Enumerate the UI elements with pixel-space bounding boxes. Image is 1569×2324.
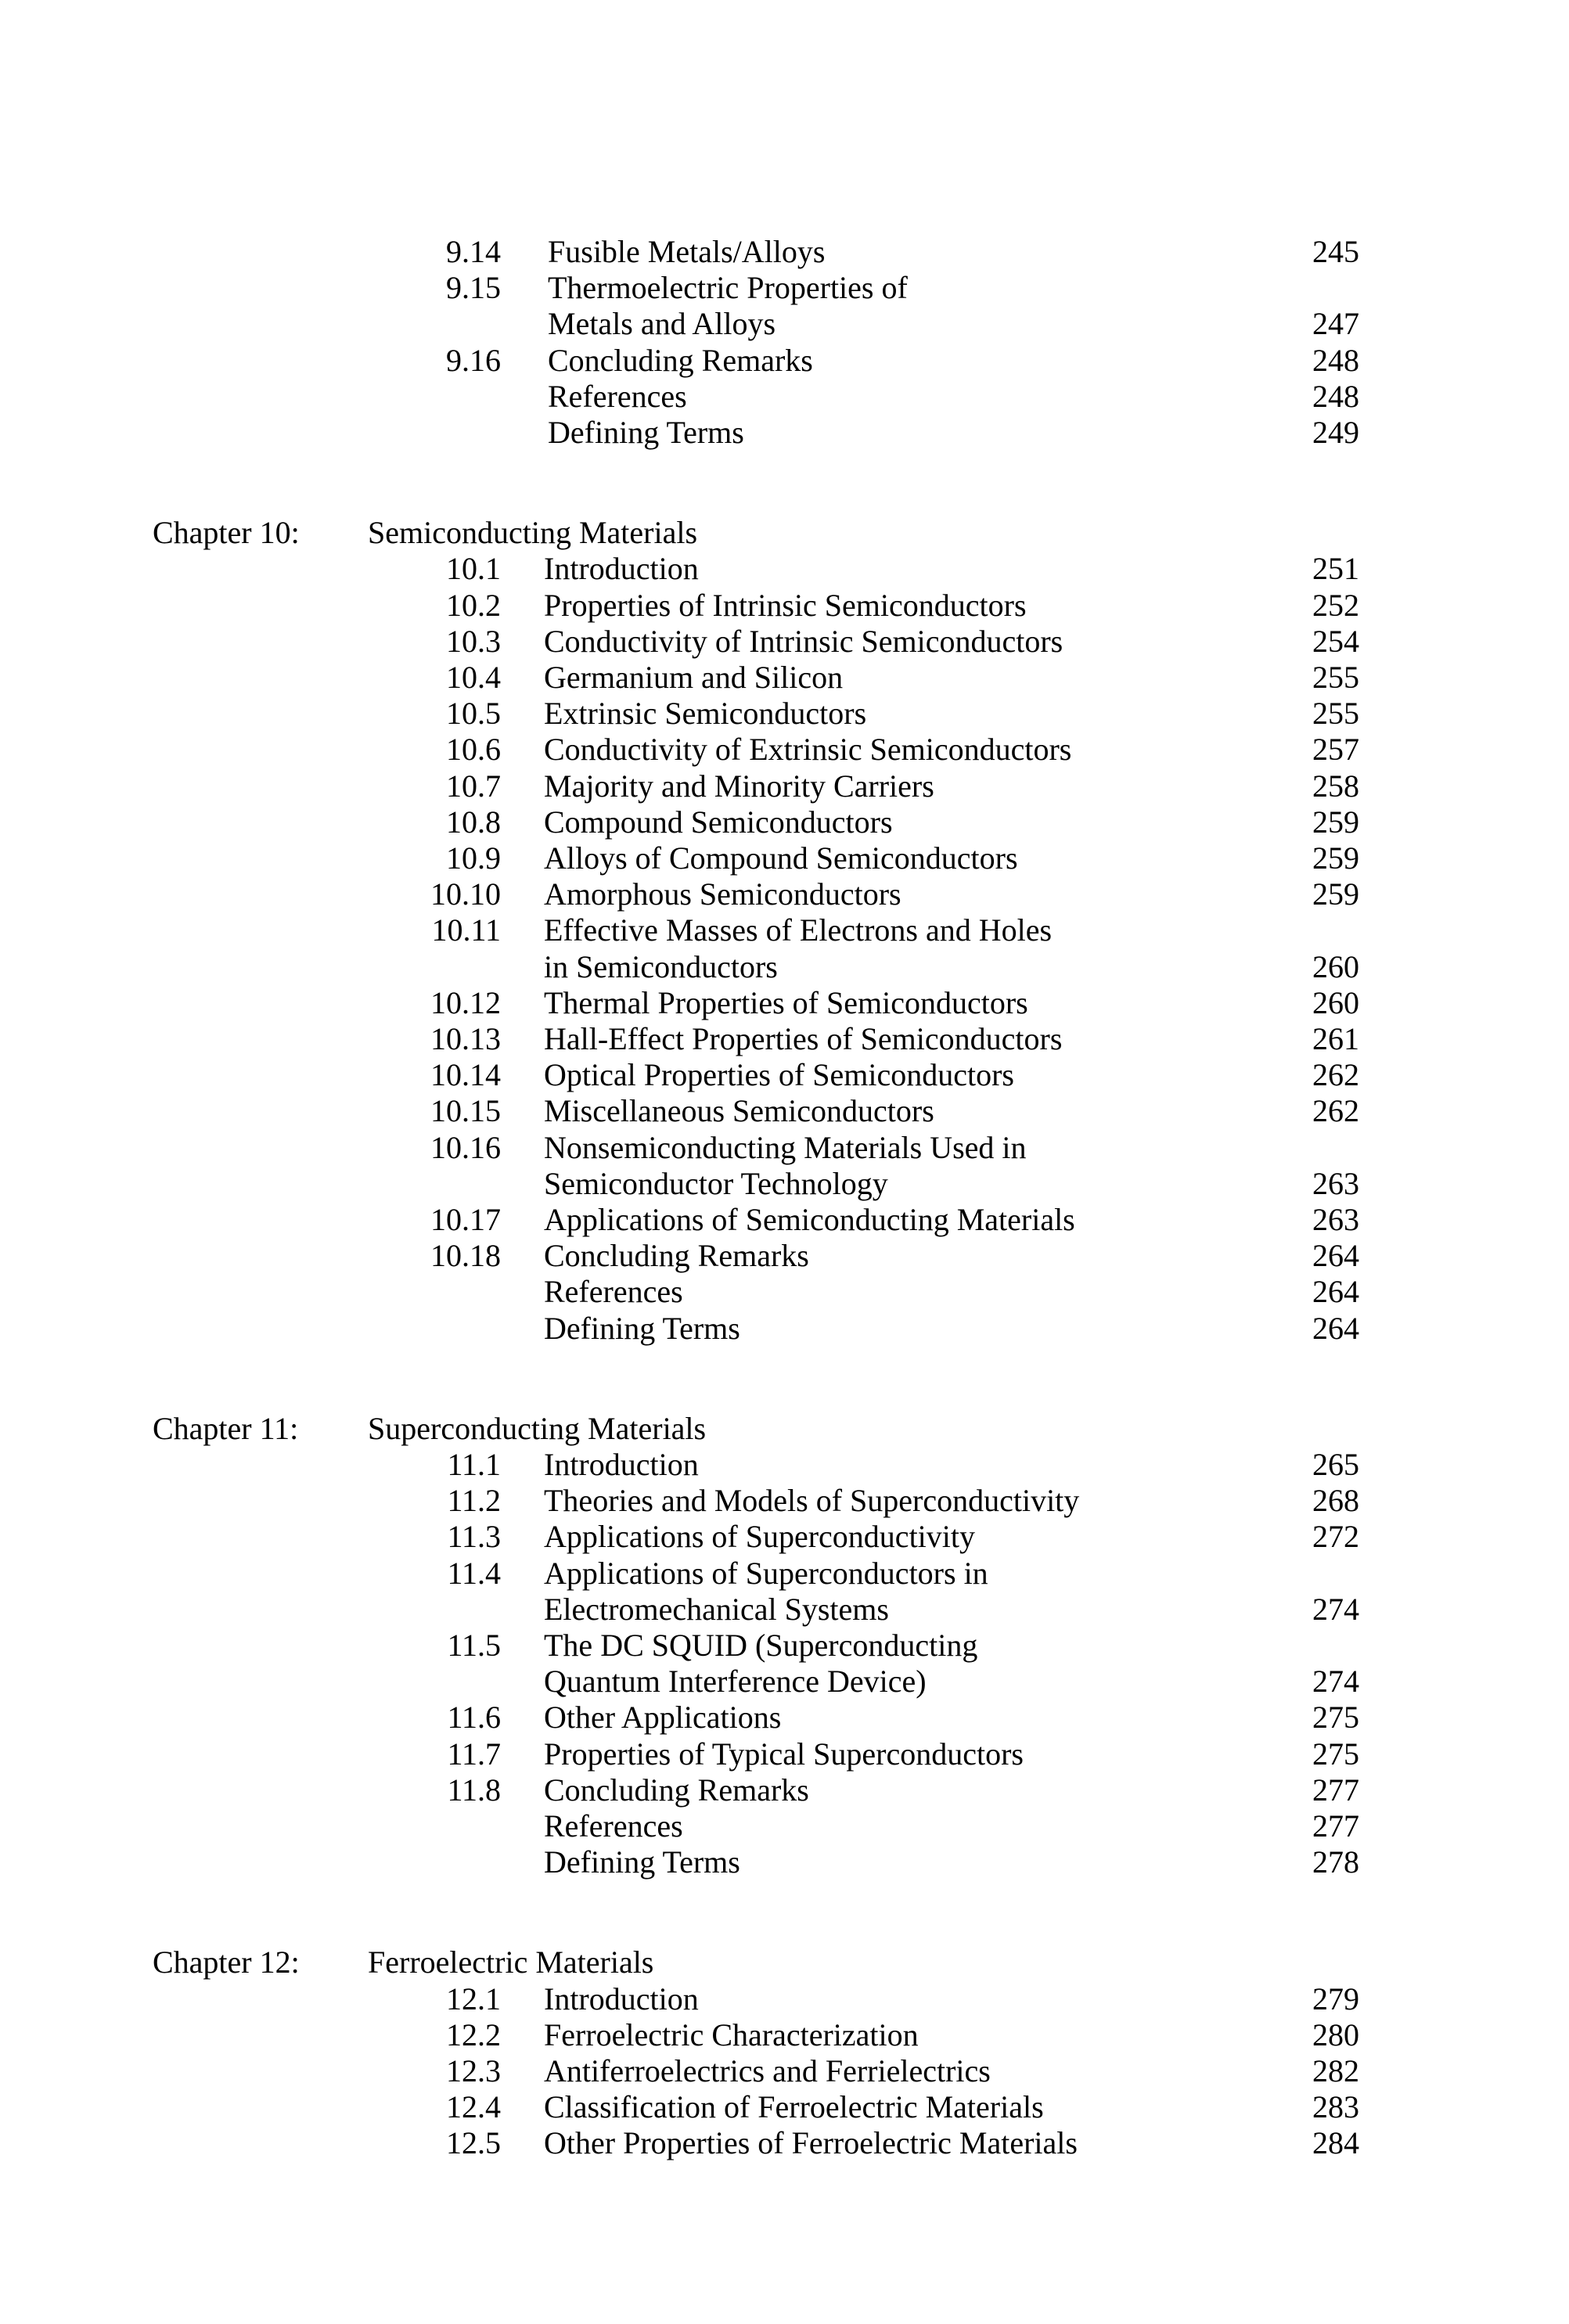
- section-number: 10.13: [430, 1021, 501, 1056]
- toc-line: [0, 1518, 1569, 1556]
- section-title: Applications of Superconductivity: [544, 1519, 976, 1555]
- section-title: Electromechanical Systems: [544, 1591, 889, 1627]
- section-title: Introduction: [544, 551, 699, 587]
- chapter-title: Superconducting Materials: [368, 1410, 707, 1446]
- toc-line: [0, 342, 1569, 380]
- section-number: 10.18: [430, 1238, 501, 1274]
- section-title: Majority and Minority Carriers: [544, 768, 934, 804]
- page-number: 275: [1312, 1736, 1359, 1772]
- section-title: The DC SQUID (Superconducting: [544, 1628, 978, 1663]
- section-title: Applications of Semiconducting Materials: [544, 1202, 1075, 1237]
- toc-line: [0, 1092, 1569, 1130]
- section-title: Germanium and Silicon: [544, 660, 844, 695]
- page-number: 268: [1312, 1483, 1359, 1519]
- toc-line: [0, 912, 1569, 949]
- page-number: 263: [1312, 1165, 1359, 1201]
- toc-line: [0, 1056, 1569, 1094]
- section-number: 10.8: [446, 804, 501, 840]
- page-number: 258: [1312, 768, 1359, 804]
- section-title: Defining Terms: [548, 415, 744, 450]
- chapter-label: Chapter 11:: [153, 1410, 299, 1446]
- section-number: 9.16: [446, 342, 501, 378]
- toc-line: [0, 2052, 1569, 2090]
- toc-line: [0, 1273, 1569, 1311]
- section-title: Hall-Effect Properties of Semiconductors: [544, 1021, 1063, 1056]
- section-title: Properties of Intrinsic Semiconductors: [544, 587, 1027, 623]
- page-number: 259: [1312, 804, 1359, 840]
- page-number: 277: [1312, 1808, 1359, 1844]
- page-number: 254: [1312, 623, 1359, 659]
- page-number: 262: [1312, 1057, 1359, 1093]
- page-number: 261: [1312, 1021, 1359, 1056]
- page-number: 249: [1312, 415, 1359, 450]
- page-number: 265: [1312, 1447, 1359, 1482]
- page-number: 263: [1312, 1202, 1359, 1237]
- page-number: 248: [1312, 378, 1359, 414]
- section-title: Quantum Interference Device): [544, 1664, 927, 1700]
- section-number: 10.16: [430, 1129, 501, 1165]
- toc-line: [0, 414, 1569, 451]
- chapter-heading: [0, 1944, 1569, 1981]
- section-title: Defining Terms: [544, 1310, 740, 1346]
- page-number: 274: [1312, 1664, 1359, 1700]
- page-number: 278: [1312, 1844, 1359, 1880]
- toc-line: [0, 1591, 1569, 1628]
- section-number: 10.2: [446, 587, 501, 623]
- toc-line: [0, 1555, 1569, 1592]
- section-number: 10.15: [430, 1093, 501, 1129]
- toc-line: [0, 1020, 1569, 1058]
- page-number: 255: [1312, 660, 1359, 695]
- page-number: 262: [1312, 1093, 1359, 1129]
- toc-line: [0, 1980, 1569, 2018]
- toc-line: [0, 550, 1569, 588]
- section-number: 12.5: [446, 2125, 501, 2161]
- section-title: Nonsemiconducting Materials Used in: [544, 1129, 1027, 1165]
- section-number: 11.4: [447, 1555, 501, 1591]
- section-title: in Semiconductors: [544, 948, 778, 984]
- section-title: Ferroelectric Characterization: [544, 2016, 919, 2052]
- toc-line: [0, 840, 1569, 877]
- section-number: 11.5: [447, 1628, 501, 1663]
- toc-line: [0, 804, 1569, 841]
- section-title: Thermal Properties of Semiconductors: [544, 984, 1028, 1020]
- section-title: Semiconductor Technology: [544, 1165, 888, 1201]
- section-number: 9.14: [446, 234, 501, 269]
- page-number: 274: [1312, 1591, 1359, 1627]
- toc-line: [0, 233, 1569, 271]
- section-title: References: [548, 378, 687, 414]
- chapter-label: Chapter 10:: [153, 515, 300, 551]
- section-number: 10.4: [446, 660, 501, 695]
- toc-line: [0, 2016, 1569, 2054]
- section-title: Concluding Remarks: [548, 342, 813, 378]
- page-number: 272: [1312, 1519, 1359, 1555]
- page-number: 257: [1312, 732, 1359, 768]
- section-number: 10.3: [446, 623, 501, 659]
- toc-line: [0, 695, 1569, 732]
- toc-line: [0, 768, 1569, 805]
- section-title: References: [544, 1808, 683, 1844]
- section-number: 10.5: [446, 696, 501, 732]
- toc-line: [0, 1772, 1569, 1809]
- section-number: 10.1: [446, 551, 501, 587]
- toc-line: [0, 1736, 1569, 1773]
- section-title: Antiferroelectrics and Ferrielectrics: [544, 2053, 991, 2088]
- section-number: 11.7: [447, 1736, 501, 1772]
- toc-line: [0, 587, 1569, 624]
- page-number: 284: [1312, 2125, 1359, 2161]
- section-title: Theories and Models of Superconductivity: [544, 1483, 1080, 1519]
- chapter-heading: [0, 1410, 1569, 1448]
- toc-line: [0, 1237, 1569, 1275]
- toc-line: [0, 1699, 1569, 1736]
- page-number: 245: [1312, 234, 1359, 269]
- page-number: 252: [1312, 587, 1359, 623]
- toc-line: [0, 1129, 1569, 1167]
- section-number: 12.4: [446, 2089, 501, 2125]
- toc-line: [0, 731, 1569, 768]
- section-number: 11.6: [447, 1700, 501, 1736]
- section-title: Optical Properties of Semiconductors: [544, 1057, 1014, 1093]
- section-title: Applications of Superconductors in: [544, 1555, 988, 1591]
- section-number: 11.3: [447, 1519, 501, 1555]
- toc-line: [0, 1663, 1569, 1700]
- toc-line: [0, 1808, 1569, 1845]
- section-number: 10.11: [431, 912, 501, 948]
- section-number: 11.2: [447, 1483, 501, 1519]
- page-number: 280: [1312, 2016, 1359, 2052]
- chapter-label: Chapter 12:: [153, 1944, 300, 1980]
- section-number: 10.10: [430, 876, 501, 912]
- section-number: 10.17: [430, 1202, 501, 1237]
- section-number: 10.6: [446, 732, 501, 768]
- toc-line: [0, 876, 1569, 913]
- section-title: Extrinsic Semiconductors: [544, 696, 867, 732]
- section-number: 12.2: [446, 2016, 501, 2052]
- page-number: 264: [1312, 1238, 1359, 1274]
- chapter-heading: [0, 514, 1569, 552]
- section-title: References: [544, 1274, 683, 1310]
- section-number: 12.3: [446, 2053, 501, 2088]
- section-title: Other Properties of Ferroelectric Materials: [544, 2125, 1078, 2161]
- page-number: 259: [1312, 840, 1359, 876]
- toc-line: [0, 623, 1569, 660]
- page-number: 277: [1312, 1772, 1359, 1808]
- toc-line: [0, 1446, 1569, 1484]
- toc-line: [0, 984, 1569, 1022]
- page-number: 260: [1312, 948, 1359, 984]
- section-title: Concluding Remarks: [544, 1772, 809, 1808]
- page-number: 282: [1312, 2053, 1359, 2088]
- toc-line: [0, 1482, 1569, 1520]
- section-number: 12.1: [446, 1980, 501, 2016]
- toc-line: [0, 948, 1569, 986]
- section-number: 10.7: [446, 768, 501, 804]
- page-number: 247: [1312, 306, 1359, 342]
- toc-line: [0, 1310, 1569, 1347]
- page-number: 251: [1312, 551, 1359, 587]
- toc-line: [0, 378, 1569, 416]
- toc-line: [0, 1844, 1569, 1881]
- page-number: 275: [1312, 1700, 1359, 1736]
- section-title: Effective Masses of Electrons and Holes: [544, 912, 1053, 948]
- section-title: Amorphous Semiconductors: [544, 876, 901, 912]
- page-number: 255: [1312, 696, 1359, 732]
- section-title: Conductivity of Extrinsic Semiconductors: [544, 732, 1072, 768]
- toc-line: [0, 2088, 1569, 2126]
- section-number: 11.1: [447, 1447, 501, 1482]
- section-title: Fusible Metals/Alloys: [548, 234, 826, 269]
- page-number: 283: [1312, 2089, 1359, 2125]
- section-title: Alloys of Compound Semiconductors: [544, 840, 1018, 876]
- section-title: Properties of Typical Superconductors: [544, 1736, 1024, 1772]
- section-number: 10.14: [430, 1057, 501, 1093]
- page-number: 264: [1312, 1274, 1359, 1310]
- section-title: Miscellaneous Semiconductors: [544, 1093, 934, 1129]
- section-title: Introduction: [544, 1447, 699, 1482]
- toc-line: [0, 1165, 1569, 1203]
- toc-line: [0, 269, 1569, 307]
- page-number: 264: [1312, 1310, 1359, 1346]
- toc-line: [0, 659, 1569, 696]
- page-number: 259: [1312, 876, 1359, 912]
- chapter-title: Ferroelectric Materials: [368, 1944, 654, 1980]
- toc-line: [0, 1201, 1569, 1239]
- toc-line: [0, 2124, 1569, 2162]
- toc-line: [0, 1627, 1569, 1664]
- section-number: 9.15: [446, 270, 501, 306]
- section-title: Conductivity of Intrinsic Semiconductors: [544, 623, 1063, 659]
- chapter-title: Semiconducting Materials: [368, 515, 698, 551]
- section-title: Other Applications: [544, 1700, 782, 1736]
- section-title: Concluding Remarks: [544, 1238, 809, 1274]
- section-title: Metals and Alloys: [548, 306, 776, 342]
- section-number: 11.8: [447, 1772, 501, 1808]
- section-title: Introduction: [544, 1980, 699, 2016]
- section-title: Defining Terms: [544, 1844, 740, 1880]
- toc-line: [0, 305, 1569, 343]
- section-number: 10.12: [430, 984, 501, 1020]
- section-title: Thermoelectric Properties of: [548, 270, 908, 306]
- section-number: 10.9: [446, 840, 501, 876]
- section-title: Compound Semiconductors: [544, 804, 893, 840]
- section-title: Classification of Ferroelectric Materials: [544, 2089, 1044, 2125]
- page-number: 248: [1312, 342, 1359, 378]
- page-number: 279: [1312, 1980, 1359, 2016]
- page-number: 260: [1312, 984, 1359, 1020]
